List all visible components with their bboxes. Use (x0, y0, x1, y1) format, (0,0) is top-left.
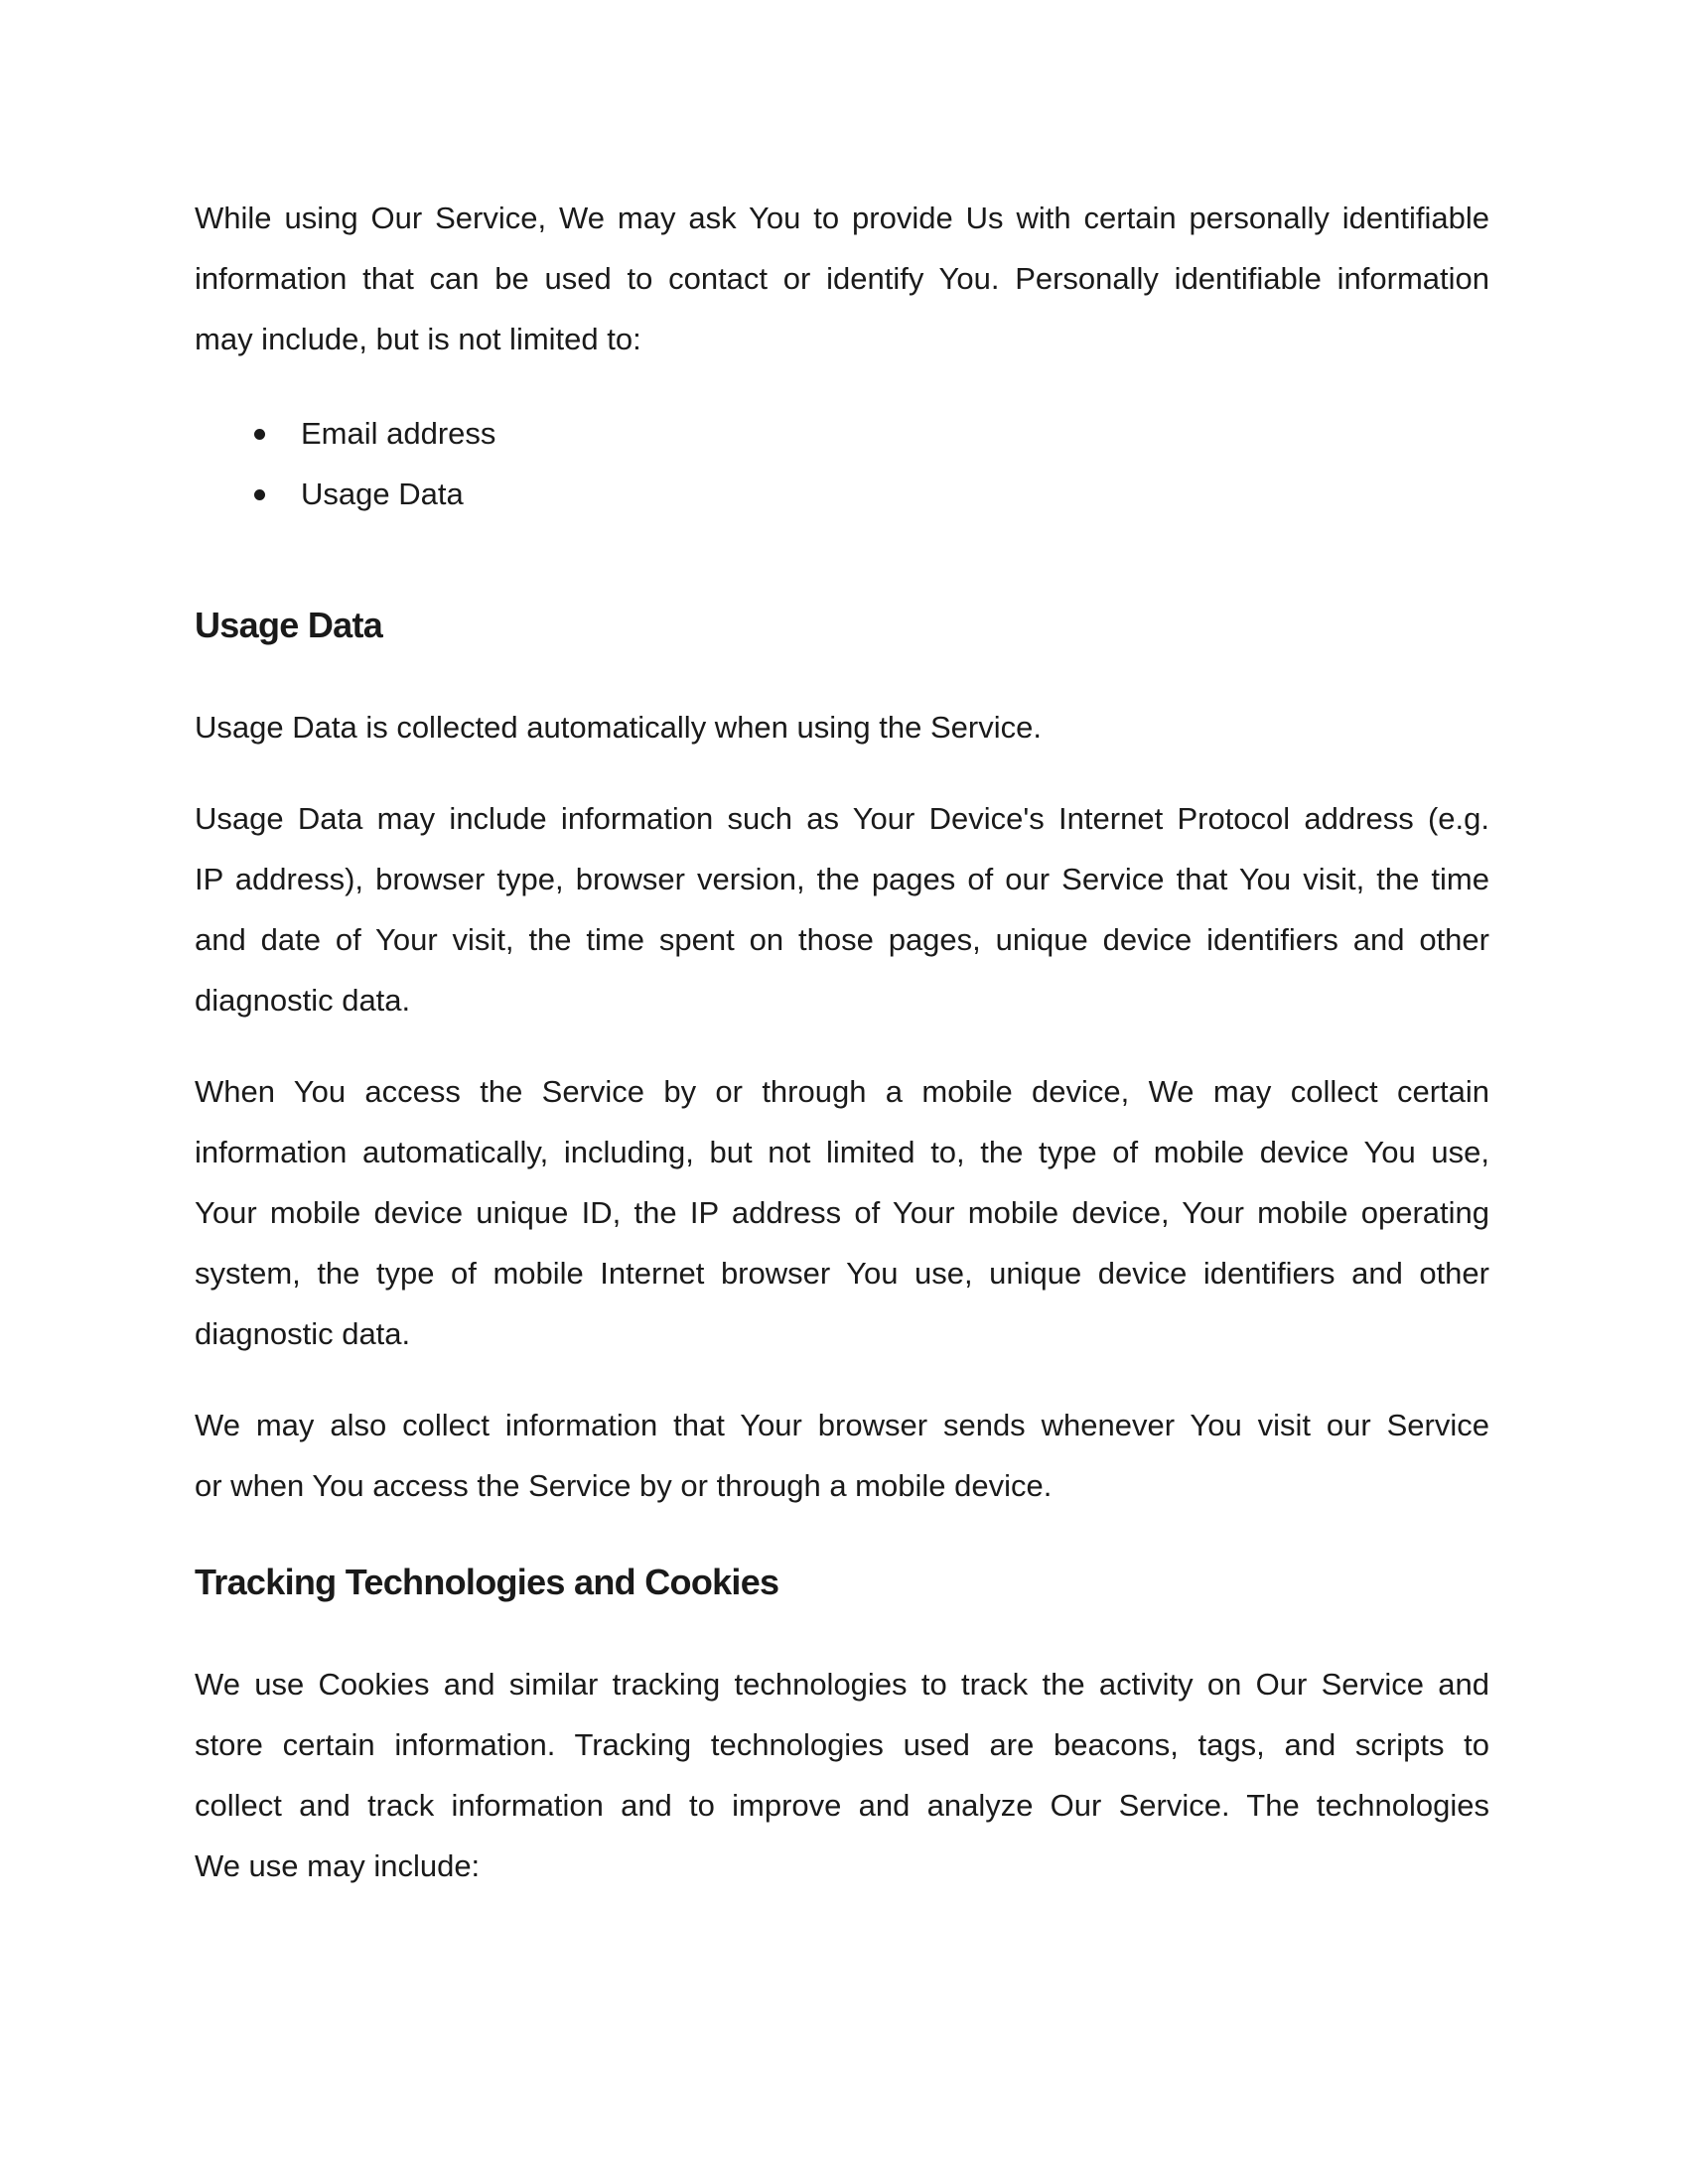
tracking-technologies-paragraph (195, 1654, 1489, 1896)
text-line: information automatically, including, but not limited to, the type of mobile device You use, (195, 1135, 1489, 1169)
mobile-device-paragraph (195, 1061, 1489, 1364)
text-line: and date of Your visit, the time spent on those pages, unique device identifiers and other (195, 922, 1489, 957)
text-line: While using Our Service, We may ask You to provide Us with certain personally identifiable (195, 201, 1489, 235)
text-line: When You access the Service by or through a mobile device, We may collect certain (195, 1074, 1489, 1109)
text-line: may include, but is not limited to: (195, 322, 641, 356)
text-line: IP address), browser type, browser version, the pages of our Service that You visit, the time (195, 862, 1489, 896)
text-line: system, the type of mobile Internet browser You use, unique device identifiers and other (195, 1256, 1489, 1291)
heading-usage-data: Usage Data (195, 605, 383, 645)
browser-info-paragraph (195, 1395, 1489, 1516)
bullet-item-label: Usage Data (301, 477, 464, 511)
text-line: or when You access the Service by or through a mobile device. (195, 1468, 1053, 1503)
bullet-icon (254, 489, 265, 500)
text-line: Your mobile device unique ID, the IP address of Your mobile device, Your mobile operating (195, 1195, 1489, 1230)
intro-paragraph (195, 188, 1489, 369)
text-line: store certain information. Tracking technologies used are beacons, tags, and scripts to (195, 1727, 1489, 1762)
heading-tracking-technologies: Tracking Technologies and Cookies (195, 1562, 779, 1602)
personal-data-bullet-list (195, 403, 1489, 524)
bullet-list-item (301, 403, 1489, 464)
text-line: diagnostic data. (195, 983, 411, 1018)
text-line: collect and track information and to improve and analyze Our Service. The technologies (195, 1788, 1489, 1823)
bullet-list-item (301, 464, 1489, 524)
usage-data-collected-paragraph (195, 697, 1489, 757)
text-line: Usage Data is collected automatically when using the Service. (195, 710, 1042, 745)
bullet-icon (254, 429, 265, 440)
text-line: information that can be used to contact or identify You. Personally identifiable information (195, 261, 1489, 296)
bullet-item-label: Email address (301, 416, 496, 451)
text-line: We use Cookies and similar tracking technologies to track the activity on Our Service and (195, 1667, 1489, 1702)
text-line: diagnostic data. (195, 1316, 411, 1351)
text-line: We may also collect information that Your browser sends whenever You visit our Service (195, 1408, 1489, 1442)
text-line: We use may include: (195, 1848, 481, 1883)
usage-data-include-paragraph (195, 788, 1489, 1030)
text-line: Usage Data may include information such as Your Device's Internet Protocol address (e.g. (195, 801, 1489, 836)
